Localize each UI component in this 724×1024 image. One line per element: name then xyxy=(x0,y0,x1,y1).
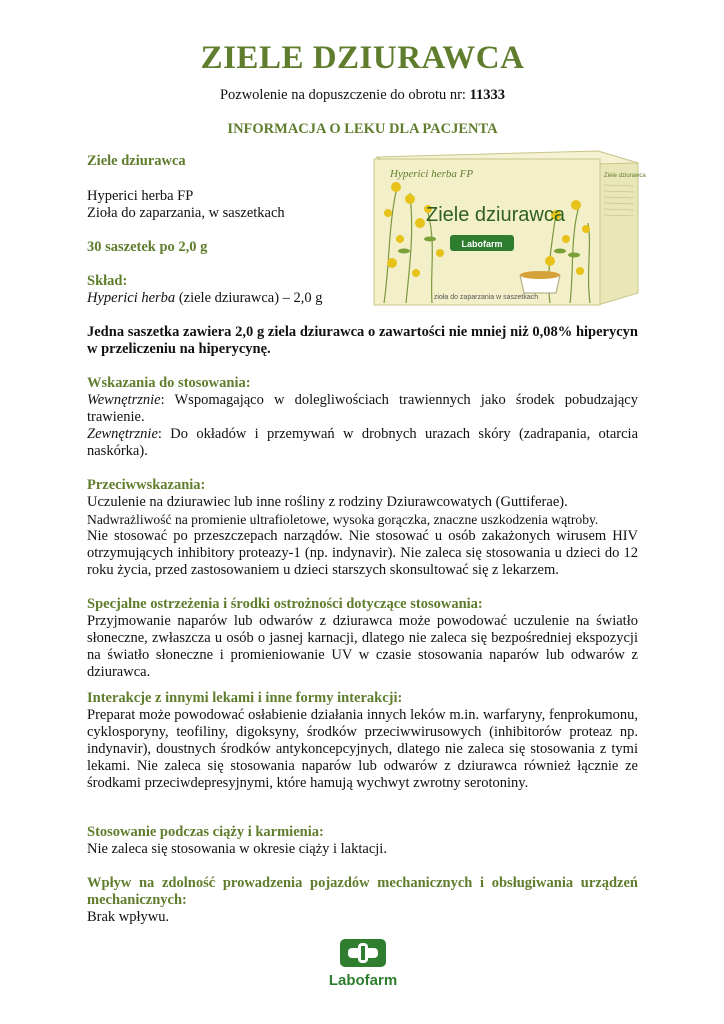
indications-external-label: Zewnętrznie xyxy=(87,426,158,442)
driving-text: Brak wpływu. xyxy=(87,909,170,925)
permit-line xyxy=(87,87,638,104)
indications-internal-label: Wewnętrznie xyxy=(87,392,161,408)
contraindications-line-2: Nadwrażliwość na promienie ultrafioletowe, wysoka gorączka, znaczne uszkodzenia wątroby. xyxy=(87,512,599,527)
box-bottom-text: zioła do zaparzania w saszetkach xyxy=(433,294,539,301)
contraindications-text xyxy=(87,494,638,579)
pregnancy-heading: Stosowanie podczas ciąży i karmienia: xyxy=(87,824,324,840)
product-box-image xyxy=(370,143,646,309)
indications-heading: Wskazania do stosowania: xyxy=(87,375,251,391)
interactions-heading: Interakcje z innymi lekami i inne formy interakcji: xyxy=(87,690,403,706)
product-form: Zioła do zaparzania, w saszetkach xyxy=(87,205,285,221)
box-brand-text: Labofarm xyxy=(461,239,503,249)
contraindications-line-1: Uczulenie na dziurawiec lub inne rośliny z rodziny Dziurawcowatych (Guttiferae). xyxy=(87,494,568,510)
composition-line xyxy=(87,290,323,307)
warnings-text: Przyjmowanie naparów lub odwarów z dziurawca może powodować uczulenie na światło słoneczne, zwłaszcza u osób o jasnej karnacji, dlatego nie zaleca się bezpośredniej ekspozycji na światło słoneczne i promieniowanie UV w czasie stosowania naparów lub odwarów z dziurawca. xyxy=(87,613,638,680)
indications-internal xyxy=(87,392,638,426)
product-box-illustration xyxy=(370,143,646,309)
labofarm-logo-mark xyxy=(318,935,408,990)
product-name: Ziele dziurawca xyxy=(87,153,186,169)
contraindications-line-3: Nie stosować po przeszczepach narządów. Nie stosować u osób zakażonych wirusem HIV otrzymujących inhibitory proteazy-1 (np. indynavir). Nie zaleca się stosowania u dzieci do 12 roku życia, przed zastosowaniem u dzieci starszych skonsultować się z lekarzem. xyxy=(87,528,638,578)
interactions-text: Preparat może powodować osłabienie działania innych leków m.in. warfaryny, fenprokumonu, cyklosporyny, teofiliny, digoksyny, środków przeciwwirusowych (inhibitorów proteaz np. indynavir), doustnych środków antykoncepcyjnych, dlatego nie zaleca się stosowania z tymi lekami. Nie zaleca się stosowania naparów lub odwarów z dziurawca również łącznie ze środkami przeciwdepresyjnymi, które hamują wychwyt zwrotny serotoniny. xyxy=(87,707,638,791)
page-title: ZIELE DZIURAWCA xyxy=(200,40,525,76)
warnings-heading: Specjalne ostrzeżenia i środki ostrożności dotyczące stosowania: xyxy=(87,596,483,612)
box-side-text: Ziele dziurawca xyxy=(604,173,646,179)
leaflet-subtitle: INFORMACJA O LEKU DLA PACJENTA xyxy=(227,121,498,137)
permit-number: 11333 xyxy=(469,87,506,103)
composition-statement: Jedna saszetka zawiera 2,0 g ziela dziurawca o zawartości nie mniej niż 0,08% hiperycyn w przeliczeniu na hiperycynę. xyxy=(87,324,638,357)
driving-heading: Wpływ na zdolność prowadzenia pojazdów mechanicznych i obsługiwania urządzeń mechanicznych: xyxy=(87,875,638,908)
permit-label: Pozwolenie na dopuszczenie do obrotu nr: xyxy=(219,87,466,103)
pregnancy-text: Nie zaleca się stosowania w okresie ciąży i laktacji. xyxy=(87,841,387,857)
contraindications-heading: Przeciwwskazania: xyxy=(87,477,206,493)
box-name-text: Ziele dziurawca xyxy=(426,204,565,226)
labofarm-logo xyxy=(318,935,408,990)
composition-heading: Skład: xyxy=(87,273,128,289)
composition-rest: (ziele dziurawca) – 2,0 g xyxy=(175,290,323,306)
product-latin-name: Hyperici herba FP xyxy=(87,188,194,204)
composition-latin: Hyperici herba xyxy=(87,290,176,306)
box-latin-text: Hyperici herba FP xyxy=(390,168,474,180)
footer-brand-text: Labofarm xyxy=(328,972,398,989)
product-pack: 30 saszetek po 2,0 g xyxy=(87,239,208,255)
indications-external-text: : Do okładów i przemywań w drobnych urazach skóry (zadrapania, otarcia naskórka). xyxy=(87,426,638,459)
indications-external xyxy=(87,426,638,460)
indications-internal-text: : Wspomagająco w dolegliwościach trawiennych jako środek pobudzający trawienie. xyxy=(87,392,638,425)
